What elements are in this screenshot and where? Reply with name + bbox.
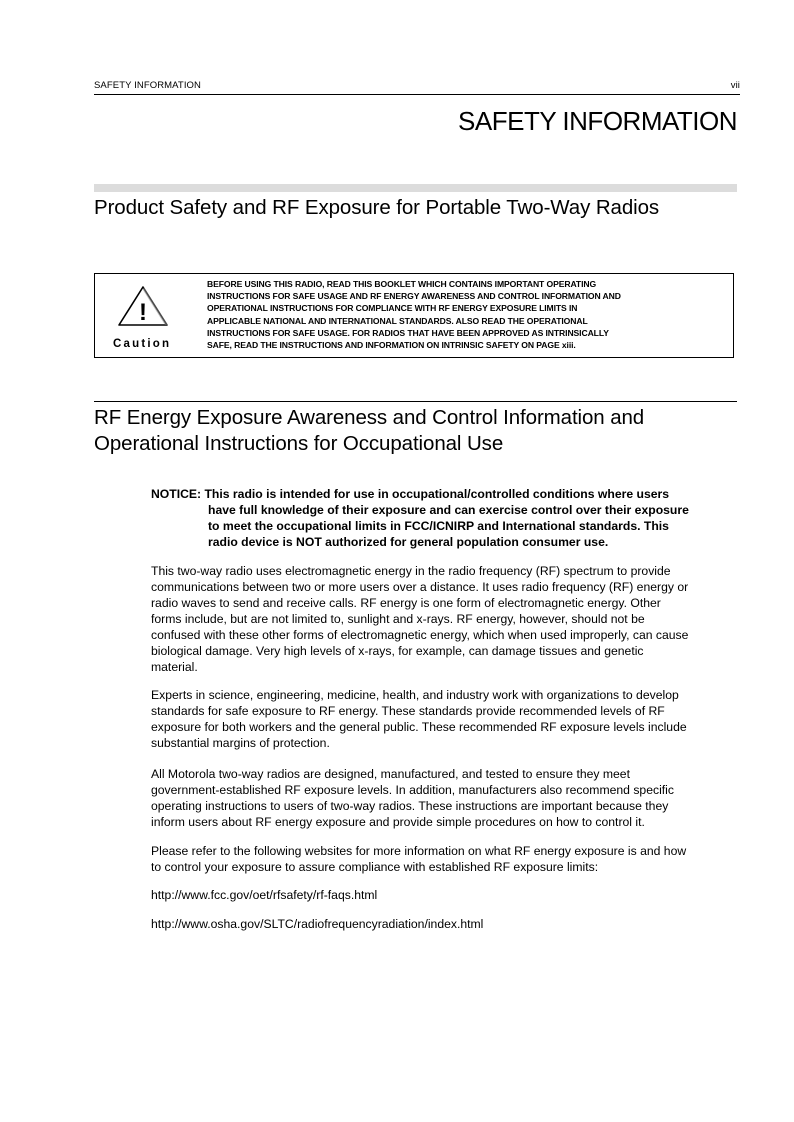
chapter-title: SAFETY INFORMATION xyxy=(458,106,737,136)
caution-line: INSTRUCTIONS FOR SAFE USAGE AND RF ENERGY AWARENESS AND CONTROL INFORMATION AND xyxy=(207,291,621,302)
caution-box xyxy=(94,273,734,358)
paragraph-line: operating instructions to users of two-way radios. These instructions are important because they xyxy=(151,799,669,813)
paragraph-line: material. xyxy=(151,660,198,674)
paragraph-line: This two-way radio uses electromagnetic energy in the radio frequency (RF) spectrum to provide xyxy=(151,564,671,578)
paragraph-line: Please refer to the following websites for more information on what RF energy exposure is and how xyxy=(151,844,687,858)
paragraph-rf-overview xyxy=(151,563,751,675)
paragraph-motorola xyxy=(151,766,751,830)
section-heading-rf-energy xyxy=(94,405,744,457)
notice-line: NOTICE: This radio is intended for use in occupational/controlled conditions where users xyxy=(151,487,670,501)
page-number: vii xyxy=(730,80,740,91)
paragraph-line: communications between two or more users over a distance. It uses radio frequency (RF) energy or xyxy=(151,580,689,594)
notice-block xyxy=(151,486,751,550)
paragraph-line: forms include, but are not limited to, sunlight and x-rays. RF energy, however, should not be xyxy=(151,612,645,626)
warning-triangle-icon xyxy=(116,284,170,328)
section-heading-line: RF Energy Exposure Awareness and Control Information and xyxy=(94,406,645,429)
notice-line: have full knowledge of their exposure and can exercise control over their exposure xyxy=(208,503,689,517)
paragraph-line: Experts in science, engineering, medicine, health, and industry work with organizations to develop xyxy=(151,688,679,702)
caution-text xyxy=(207,278,729,351)
running-header xyxy=(94,80,740,95)
section-divider-bar xyxy=(94,184,737,192)
notice-line: radio device is NOT authorized for general population consumer use. xyxy=(208,535,609,549)
running-header-title: SAFETY INFORMATION xyxy=(94,80,202,91)
section-heading-line: Operational Instructions for Occupational Use xyxy=(94,432,504,455)
paragraph-line: inform users about RF energy exposure and provide simple procedures on how to control it. xyxy=(151,815,645,829)
paragraph-websites xyxy=(151,843,751,875)
section-heading-product-safety: Product Safety and RF Exposure for Portable Two-Way Radios xyxy=(94,196,660,219)
paragraph-line: All Motorola two-way radios are designed, manufactured, and tested to ensure they meet xyxy=(151,767,630,781)
caution-line: SAFE, READ THE INSTRUCTIONS AND INFORMATION ON INTRINSIC SAFETY ON PAGE xiii. xyxy=(207,340,576,351)
caution-line: BEFORE USING THIS RADIO, READ THIS BOOKLET WHICH CONTAINS IMPORTANT OPERATING xyxy=(207,279,597,289)
caution-line: INSTRUCTIONS FOR SAFE USAGE. FOR RADIOS THAT HAVE BEEN APPROVED AS INTRINSICALLY xyxy=(207,327,609,338)
caution-label: Caution xyxy=(113,338,172,350)
link-fcc[interactable]: http://www.fcc.gov/oet/rfsafety/rf-faqs.html xyxy=(151,888,378,902)
section-rule xyxy=(94,401,737,402)
link-osha[interactable]: http://www.osha.gov/SLTC/radiofrequencyradiation/index.html xyxy=(151,917,484,931)
paragraph-line: biological damage. Very high levels of x-rays, for example, can damage tissues and genetic xyxy=(151,644,644,658)
paragraph-line: government-established RF exposure levels. In addition, manufacturers also recommend specific xyxy=(151,783,674,797)
notice-line: to meet the occupational limits in FCC/ICNIRP and International standards. This xyxy=(208,519,669,533)
caution-line: APPLICABLE NATIONAL AND INTERNATIONAL STANDARDS. ALSO READ THE OPERATIONAL xyxy=(207,315,588,326)
paragraph-line: substantial margins of protection. xyxy=(151,736,330,750)
paragraph-standards xyxy=(151,687,751,751)
paragraph-line: exposure for both workers and the general public. These recommended RF exposure levels include xyxy=(151,720,687,734)
paragraph-line: to control your exposure to assure compliance with established RF exposure limits: xyxy=(151,860,599,874)
paragraph-line: standards for safe exposure to RF energy. These standards provide recommended levels of RF xyxy=(151,704,665,718)
paragraph-line: radio waves to send and receive calls. RF energy is one form of electromagnetic energy. Other xyxy=(151,596,661,610)
caution-line: OPERATIONAL INSTRUCTIONS FOR COMPLIANCE WITH RF ENERGY EXPOSURE LIMITS IN xyxy=(207,303,578,314)
warning-exclamation-mark: ! xyxy=(139,299,147,326)
paragraph-line: confused with these other forms of electromagnetic energy, which when used improperly, can cause xyxy=(151,628,689,642)
